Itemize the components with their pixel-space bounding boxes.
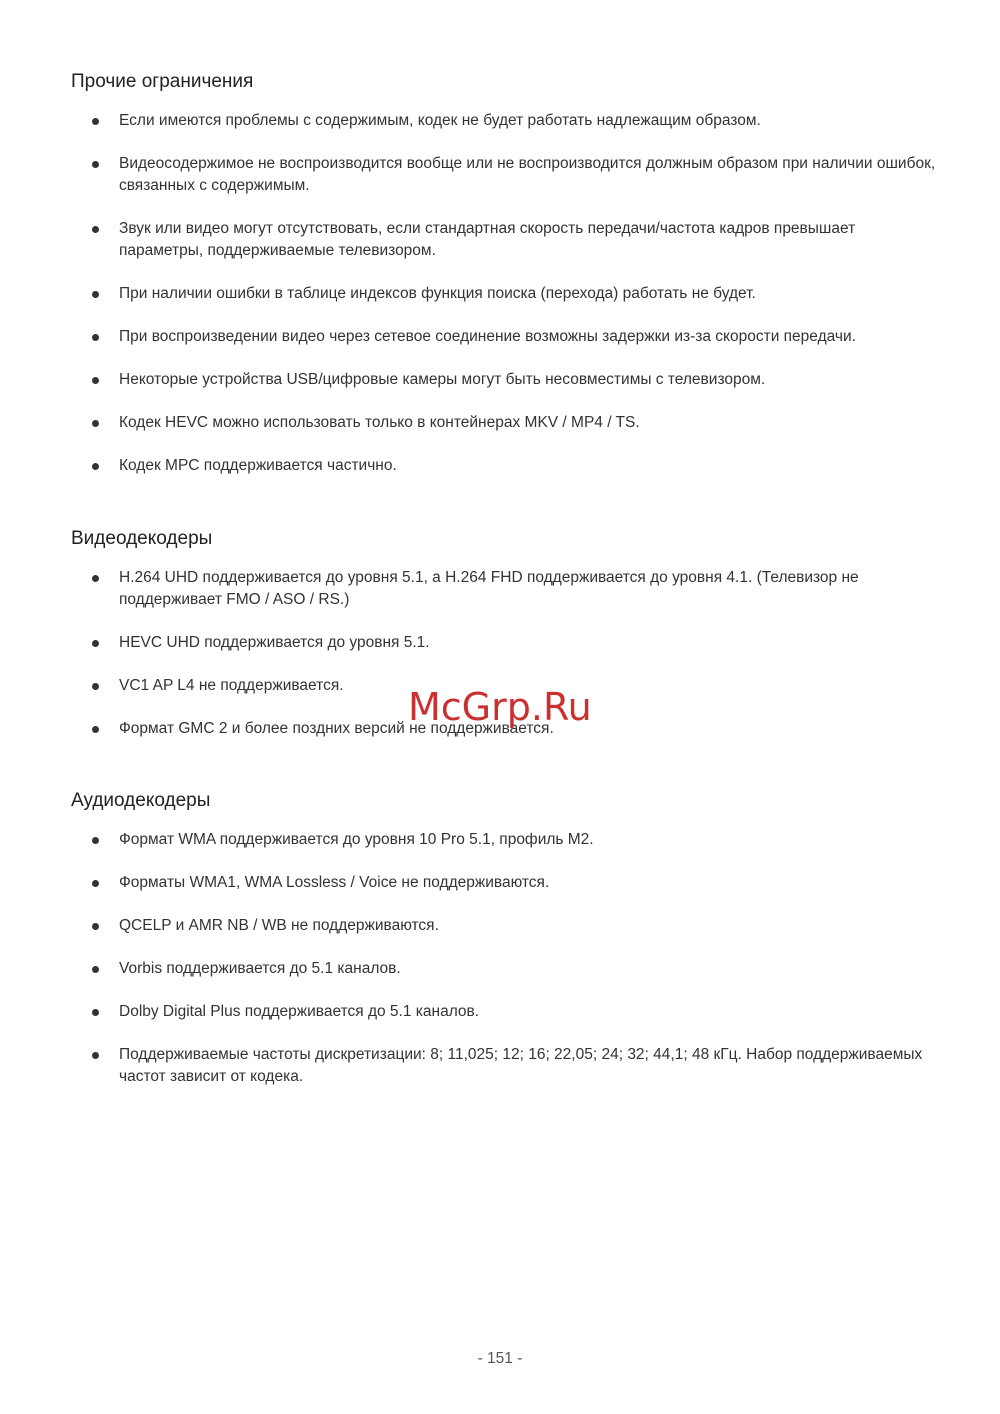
list-item xyxy=(71,1001,941,1023)
list-item-text: Если имеются проблемы с содержимым, кодек не будет работать надлежащим образом. xyxy=(119,112,761,129)
bullet-icon xyxy=(92,575,99,582)
bullet-icon xyxy=(92,880,99,887)
section-audio-decoders xyxy=(71,789,941,1088)
section-title: Видеодекодеры xyxy=(71,528,213,549)
list-item xyxy=(71,326,941,348)
list-item-text: Кодек MPC поддерживается частично. xyxy=(119,457,397,474)
bullet-icon xyxy=(92,463,99,470)
page-number: - 151 - xyxy=(477,1350,523,1367)
list-item xyxy=(71,218,941,262)
bullet-icon xyxy=(92,726,99,733)
section-title: Аудиодекодеры xyxy=(71,790,211,811)
list-item xyxy=(71,369,941,391)
bullet-icon xyxy=(92,334,99,341)
list-item-text: Форматы WMA1, WMA Lossless / Voice не поддерживаются. xyxy=(119,874,550,891)
list-item-text: Vorbis поддерживается до 5.1 каналов. xyxy=(119,960,401,977)
list-item-text: Некоторые устройства USB/цифровые камеры могут быть несовместимы с телевизором. xyxy=(119,371,766,388)
list-item xyxy=(71,872,941,894)
list-item-text: HEVC UHD поддерживается до уровня 5.1. xyxy=(119,634,430,651)
section-other-restrictions xyxy=(71,70,941,477)
list-item-text: QCELP и AMR NB / WB не поддерживаются. xyxy=(119,917,439,934)
list-item-text: При наличии ошибки в таблице индексов функция поиска (перехода) работать не будет. xyxy=(119,285,756,302)
list-item xyxy=(71,153,941,197)
list-item xyxy=(71,1044,941,1088)
bullet-icon xyxy=(92,161,99,168)
list-item xyxy=(71,958,941,980)
bullet-icon xyxy=(92,966,99,973)
bullet-icon xyxy=(92,291,99,298)
bullet-icon xyxy=(92,1052,99,1059)
bullet-icon xyxy=(92,923,99,930)
bullet-icon xyxy=(92,226,99,233)
list-item-text: При воспроизведении видео через сетевое соединение возможны задержки из-за скорости передачи. xyxy=(119,328,856,345)
list-item-text: Формат GMC 2 и более поздних версий не поддерживается. xyxy=(119,720,554,737)
bullet-icon xyxy=(92,837,99,844)
list-item-text: VC1 AP L4 не поддерживается. xyxy=(119,677,344,694)
list-item xyxy=(71,283,941,305)
list-item-text: Кодек HEVC можно использовать только в контейнерах MKV / MP4 / TS. xyxy=(119,414,640,431)
list-item-text: Видеосодержимое не воспроизводится вообще или не воспроизводится должным образом при наличии ошибок, связанных с содержимым. xyxy=(119,155,936,194)
list-item xyxy=(71,567,941,611)
bullet-icon xyxy=(92,377,99,384)
list-item-text: Формат WMA поддерживается до уровня 10 Pro 5.1, профиль M2. xyxy=(119,831,594,848)
bullet-icon xyxy=(92,683,99,690)
watermark: McGrp.Ru xyxy=(408,685,592,729)
list-item-text: Dolby Digital Plus поддерживается до 5.1 каналов. xyxy=(119,1003,480,1020)
list-item xyxy=(71,632,941,654)
list-item xyxy=(71,110,941,132)
bullet-icon xyxy=(92,420,99,427)
section-title: Прочие ограничения xyxy=(71,71,254,92)
bullet-icon xyxy=(92,118,99,125)
bullet-icon xyxy=(92,640,99,647)
list-item-text: H.264 UHD поддерживается до уровня 5.1, а H.264 FHD поддерживается до уровня 4.1. (Телевизор не поддерживает FMO / ASO / RS.) xyxy=(119,569,859,608)
list-item-text: Звук или видео могут отсутствовать, если стандартная скорость передачи/частота кадров превышает параметры, поддерживаемые телевизором. xyxy=(119,220,856,259)
bullet-icon xyxy=(92,1009,99,1016)
list-item xyxy=(71,455,941,477)
list-item xyxy=(71,829,941,851)
list-item-text: Поддерживаемые частоты дискретизации: 8; 11,025; 12; 16; 22,05; 24; 32; 44,1; 48 кГц. Набор поддерживаемых частот зависит от кодека. xyxy=(119,1046,923,1085)
list-item xyxy=(71,412,941,434)
list-item xyxy=(71,915,941,937)
